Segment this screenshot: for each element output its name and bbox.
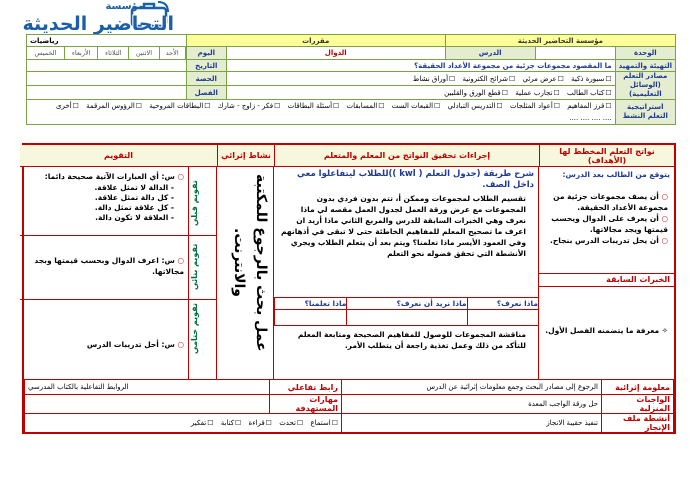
resource-paper[interactable]: ☐ قطع الورق والقلبين — [444, 89, 508, 97]
brand-logo — [0, 0, 180, 36]
class-value — [27, 86, 187, 100]
strategy-5[interactable]: ☐ المسابقات — [347, 100, 385, 112]
homework-value: حل ورقة الواجب المعدة — [342, 395, 602, 414]
period-label: الحصة — [186, 72, 226, 86]
eval-type-formative: تقويم بنائي — [190, 243, 199, 291]
resource-worksheets[interactable]: ☐ أوراق نشاط — [413, 75, 455, 83]
intro-label: التهيئة والتمهيد — [615, 60, 675, 72]
goals-intro: يتوقع من الطالب بعد الدرس: — [562, 170, 670, 179]
date-value — [27, 60, 187, 72]
eval-option: - كل علاقة تمثل دالة. — [94, 203, 174, 212]
skill-reading[interactable]: ☐ قراءة — [249, 419, 272, 427]
eval-option: - العلاقة لا تكون دالة. — [95, 213, 174, 222]
enrich-text: عمل بحث بالرجوع للمكتبة والانترنت. — [231, 174, 269, 352]
resources-row-1 — [226, 72, 615, 86]
prior-label: الخبرات السابقة — [606, 275, 670, 284]
procedure-step-2: مناقشة المجموعات للوصول للمفاهيم الصحيحة ومتابعة المعلم للتأكد من ذلك وعمل تغذية راجعة أن يتطلب الأمر. — [297, 330, 526, 350]
resource-textbook[interactable]: ☐ كتاب الطالب — [567, 89, 612, 97]
lesson-value: الدوال — [226, 47, 445, 60]
eval-q2: ○ س: اعرف الدوال وبحسب قيمتها وبجد مجالاتها. — [34, 256, 184, 276]
intro-text: ما المقصود مجموعات جزئية من مجموعة الأعداد الحقيقة؟ — [226, 60, 615, 72]
goal-item: ○ أن يعرف على الدوال ويحسب قيمتها ويجد مجالاتها. — [551, 214, 668, 234]
date-label: التاريخ — [186, 60, 226, 72]
col-enrich-header: نشاط إثرائي — [217, 145, 274, 167]
col-eval-header: التقويم — [20, 145, 217, 167]
day-mon: الاثنين — [129, 47, 159, 59]
skills-blank — [25, 395, 270, 414]
link-label: رابط تفاعلي — [270, 380, 342, 395]
eval-option: - كل دالة تمثل علاقة. — [94, 193, 174, 202]
procedure-step-1: تقسيم الطلاب لمجموعات وممكن أ، تتم بدون فردي بدون المجموعات مع عرض ورقة العمل لجدول العمل مقصه لي ماذا نعرف وهي الخبرات السابقة للدرس والمربع الثاني ماذا أريد ان اعرف ما تصحيح المعلم للمفاهيم الخاطئة حتى لا تبقى في أذهانهم وفي العمود الأيسر ماذا تعلمنا؟ ويتم بعد أن يتعلم الطلاب ويجري الأنشطة التي تحقق فضوله نحو التعلم — [281, 194, 526, 258]
eval-type-summative: تقويم ختامي — [190, 303, 199, 355]
skill-listening[interactable]: ☐ استماع — [310, 419, 338, 427]
strategy-2[interactable]: ☐ أعواد المثلجات — [510, 100, 560, 112]
eval-type-pre: تقويم قبلي — [190, 180, 199, 226]
day-sun: الأحد — [159, 47, 185, 59]
col-procedures-header: إجراءات تحقيق النواتج من المعلم والمتعلم — [274, 145, 539, 167]
resource-video[interactable]: ☐ عرض مرئي — [523, 75, 564, 83]
kwl-table — [274, 297, 539, 326]
day-wed: الأربعاء — [64, 47, 98, 59]
enrich-info-label: معلومة إثرائية — [602, 380, 674, 395]
days-row — [27, 47, 187, 60]
strategy-1[interactable]: ☐ قرز المفاهيم — [567, 100, 611, 112]
resources-label: مصادر التعلم (الوسائل التعليمية) — [615, 72, 675, 100]
portfolio-label: أنشطة ملف الإنجاز — [602, 414, 674, 433]
unit-value — [535, 47, 615, 60]
goal-item: ○ أن يصف مجموعات جزئية من مجموعة الأعداد الحقيقة. — [553, 192, 668, 212]
subject-value: رياضيات — [27, 35, 187, 47]
strategy-4[interactable]: ☐ القبعات الست — [392, 100, 441, 112]
period-value — [27, 72, 187, 86]
kwl-want: ماذا نريد أن نعرف؟ — [347, 298, 467, 310]
lesson-label: الدرس — [445, 47, 535, 60]
homework-label: الواجبات المنزلية — [602, 395, 674, 414]
header-table — [26, 34, 676, 125]
strategy-other-dots: .... .... .... .... — [569, 114, 612, 122]
portfolio-value: تنفيذ حقيبة الانجاز — [342, 414, 602, 433]
footer-table — [24, 379, 674, 433]
skill-writing[interactable]: ☐ كتابة — [221, 419, 242, 427]
goal-item: ○ أن يحل تدريبات الدرس بنجاح. — [550, 236, 668, 245]
day-tue: الثلاثاء — [98, 47, 129, 59]
eval-option: - الدالة لا تمثل علاقة. — [94, 183, 174, 192]
enrich-info-value: الرجوع إلى مصادر البحث وجمع معلومات إثرائية عن الدرس — [342, 380, 602, 395]
resource-experiments[interactable]: ☐ تجارب عملية — [515, 89, 559, 97]
strategy-3[interactable]: ☐ التدريس التبادلي — [448, 100, 503, 112]
strategy-other[interactable]: ☐ أخرى — [56, 100, 79, 112]
skills-options — [25, 414, 342, 433]
procedure-title: شرح طريقة (جدول التعلم ( kwl ))للطلاب ليتفاعلوا معي داخل الصف. — [297, 169, 534, 190]
strategy-8[interactable]: ☐ البطاقات المروحية — [149, 100, 210, 112]
strategy-7[interactable]: ☐ فكر - زاوج - شارك — [218, 100, 281, 112]
resources-row-2 — [226, 86, 615, 100]
logo-line2: التحاضير الحديثة — [22, 13, 174, 35]
eval-q3: ○ س: أحل تدريبات الدرس — [86, 340, 184, 349]
subject-label: مقررات — [186, 35, 445, 47]
kwl-learned: ماذا تعلمنا؟ — [275, 298, 347, 310]
institution-name: مؤسسة التحاضير الحديثة — [445, 35, 675, 47]
day-thu: الخميس — [27, 47, 64, 59]
link-value[interactable]: الروابط التفاعلية بالكتاب المدرسي — [25, 380, 270, 395]
goals-list — [543, 191, 668, 246]
kwl-know: ماذا نعرف؟ — [467, 298, 538, 310]
resource-smartboard[interactable]: ☐ سبورة ذكية — [571, 75, 611, 83]
prior-text: ✧ معرفة ما يتضمنه الفصل الأول. — [545, 326, 668, 335]
lesson-plan-table — [22, 143, 676, 434]
skill-thinking[interactable]: ☐ تفكير — [191, 419, 214, 427]
class-label: الفصل — [186, 86, 226, 100]
strategy-6[interactable]: ☐ أسئلة البطاقات — [288, 100, 340, 112]
unit-label: الوحدة — [615, 47, 675, 60]
skill-speaking[interactable]: ☐ تحدث — [279, 419, 303, 427]
skills-label: مهارات المستهدفة — [270, 395, 342, 414]
col-goals-header: نواتج التعلم المخطط لها (الأهداف) — [539, 145, 674, 167]
resource-slides[interactable]: ☐ شرائح الكترونية — [463, 75, 516, 83]
eval-q1: ○ س: أي العبارات الآتية صحيحة دائما: — [44, 172, 184, 181]
logo-line1: مؤسسة — [105, 1, 144, 12]
eval-q1-options — [24, 183, 174, 223]
strategies — [27, 100, 616, 125]
strategy-label: استراتيجية التعلم النشط — [615, 100, 675, 125]
day-label: اليوم — [186, 47, 226, 60]
strategy-9[interactable]: ☐ الرؤوس المرقمة — [86, 100, 142, 112]
